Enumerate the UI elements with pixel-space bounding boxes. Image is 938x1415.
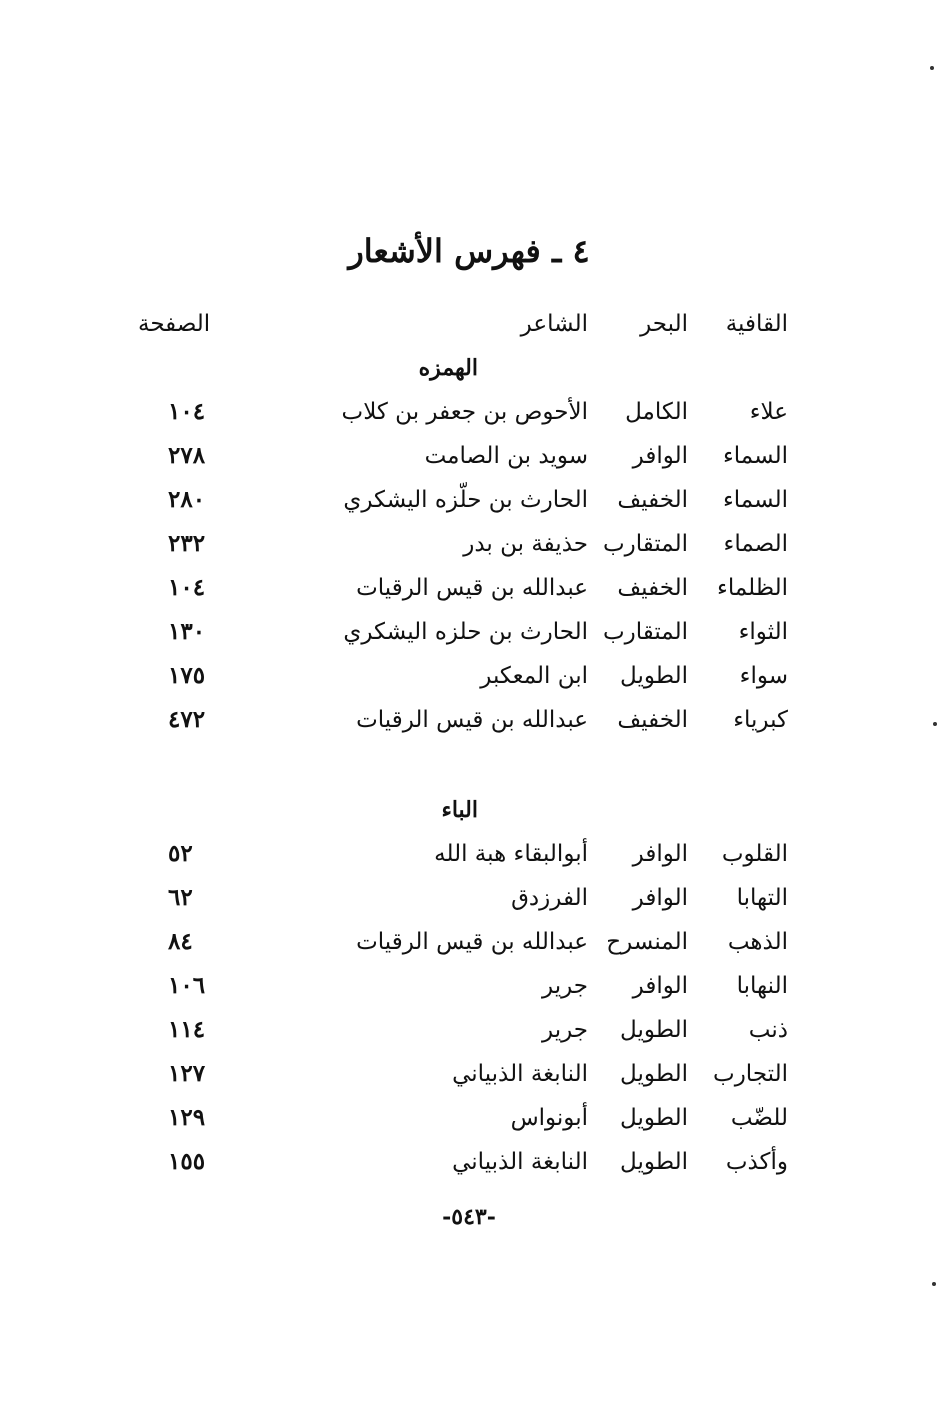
section-heading-hamza [0, 348, 938, 388]
poet-cell: ابن المعكبر [480, 663, 588, 689]
page-cell: ٢٧٨ [168, 442, 206, 469]
bahr-cell: الوافر [632, 443, 688, 469]
poet-cell: عبدالله بن قيس الرقيات [356, 929, 588, 955]
qafia-cell: سواء [739, 663, 788, 689]
header-poet: الشاعر [520, 311, 588, 337]
scan-speck [933, 722, 937, 726]
page-cell: ١٠٦ [168, 972, 206, 999]
scan-speck [930, 66, 934, 70]
page-cell: ١٢٩ [168, 1104, 206, 1131]
qafia-cell: السماء [722, 487, 788, 513]
header-qafia: القافية [725, 311, 788, 337]
qafia-cell: الظلماء [717, 575, 788, 601]
qafia-cell: وأكذب [725, 1149, 788, 1175]
table-row [0, 392, 938, 432]
page-cell: ١٢٧ [168, 1060, 206, 1087]
page-cell: ٦٢ [168, 884, 193, 911]
table-row [0, 568, 938, 608]
section-heading-ba [0, 790, 938, 830]
poet-cell: أبونواس [510, 1105, 588, 1131]
qafia-cell: السماء [722, 443, 788, 469]
poet-cell: الفرزدق [511, 885, 588, 911]
section-heading-label: الباء [441, 797, 478, 823]
page-cell: ١٥٥ [168, 1148, 206, 1175]
poet-cell: النابغة الذبياني [452, 1061, 588, 1087]
bahr-cell: الوافر [632, 841, 688, 867]
bahr-cell: الخفيف [617, 707, 688, 733]
table-row [0, 700, 938, 740]
qafia-cell: النهابا [736, 973, 788, 999]
page-cell: ٢٨٠ [168, 486, 206, 513]
table-row [0, 922, 938, 962]
column-headers [0, 304, 938, 344]
table-row [0, 878, 938, 918]
poet-cell: عبدالله بن قيس الرقيات [356, 707, 588, 733]
bahr-cell: الطويل [620, 663, 688, 689]
page-cell: ٥٢ [168, 840, 193, 867]
page-cell: ١٣٠ [168, 618, 206, 645]
qafia-cell: القلوب [721, 841, 788, 867]
poet-cell: الأحوص بن جعفر بن كلاب [341, 399, 588, 425]
header-page: الصفحة [138, 311, 211, 337]
poet-cell: حذيفة بن بدر [463, 531, 588, 557]
page-cell: ٤٧٢ [168, 706, 206, 733]
page-number: -٥٤٣- [442, 1204, 496, 1230]
qafia-cell: الصماء [723, 531, 788, 557]
qafia-cell: علاء [749, 399, 788, 425]
scan-speck [932, 1282, 936, 1286]
table-row [0, 966, 938, 1006]
page-cell: ١٧٥ [168, 662, 206, 689]
table-row [0, 480, 938, 520]
header-bahr: البحر [640, 311, 688, 337]
page-cell: ٢٣٢ [168, 530, 206, 557]
page-cell: ٨٤ [168, 928, 193, 955]
page-cell: ١١٤ [168, 1016, 206, 1043]
table-row [0, 1010, 938, 1050]
poet-cell: عبدالله بن قيس الرقيات [356, 575, 588, 601]
table-row [0, 1142, 938, 1182]
page-cell: ١٠٤ [168, 574, 206, 601]
table-row [0, 1054, 938, 1094]
table-row [0, 1098, 938, 1138]
qafia-cell: التجارب [713, 1061, 788, 1087]
bahr-cell: الوافر [632, 885, 688, 911]
qafia-cell: الثواء [738, 619, 788, 645]
table-row [0, 612, 938, 652]
page-title: ٤ ـ فهرس الأشعار [348, 232, 590, 270]
bahr-cell: الطويل [620, 1105, 688, 1131]
poet-cell: جرير [542, 1017, 588, 1043]
poet-cell: الحارث بن حلزه اليشكري [343, 619, 588, 645]
poet-cell: جرير [542, 973, 588, 999]
bahr-cell: الطويل [620, 1061, 688, 1087]
bahr-cell: المتقارب [602, 531, 688, 557]
table-row [0, 834, 938, 874]
table-row [0, 656, 938, 696]
qafia-cell: الذهب [727, 929, 788, 955]
poet-cell: سويد بن الصامت [424, 443, 588, 469]
bahr-cell: المتقارب [602, 619, 688, 645]
bahr-cell: الطويل [620, 1017, 688, 1043]
table-row [0, 524, 938, 564]
bahr-cell: الخفيف [617, 575, 688, 601]
poet-cell: النابغة الذبياني [452, 1149, 588, 1175]
qafia-cell: كبرياء [733, 707, 788, 733]
qafia-cell: للضّب [730, 1105, 788, 1131]
bahr-cell: الكامل [625, 399, 688, 425]
bahr-cell: الطويل [620, 1149, 688, 1175]
bahr-cell: الوافر [632, 973, 688, 999]
bahr-cell: الخفيف [617, 487, 688, 513]
poet-cell: أبوالبقاء هبة الله [434, 841, 588, 867]
poet-cell: الحارث بن حلّزه اليشكري [343, 487, 588, 513]
qafia-cell: التهابا [736, 885, 788, 911]
qafia-cell: ذنب [748, 1017, 788, 1043]
bahr-cell: المنسرح [606, 929, 688, 955]
section-heading-label: الهمزه [418, 355, 478, 381]
page-cell: ١٠٤ [168, 398, 206, 425]
table-row [0, 436, 938, 476]
